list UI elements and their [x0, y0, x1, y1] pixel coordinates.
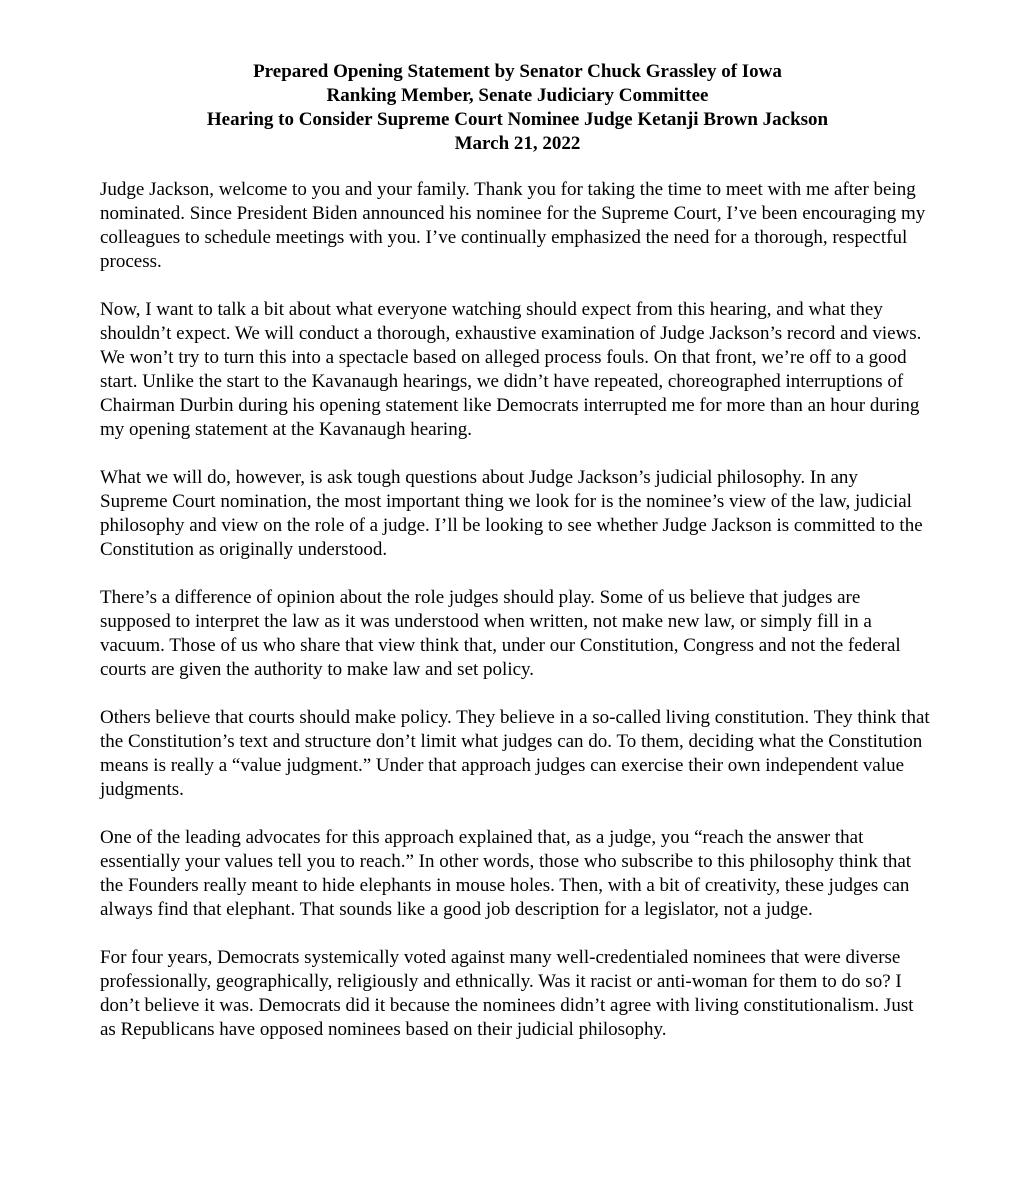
paragraph-judicial-philosophy: What we will do, however, is ask tough questions about Judge Jackson’s judicial philosophy. In any Supreme Court nomination, the most important thing we look for is the nominee’s view of the law, judicial philosophy and view on the role of a judge. I’ll be looking to see whether Judge Jackson is committed to the Constitution as originally understood. [100, 467, 923, 560]
header-title: Prepared Opening Statement by Senator Chuck Grassley of Iowa [253, 61, 782, 82]
header-date: March 21, 2022 [454, 133, 581, 154]
paragraph-welcome: Judge Jackson, welcome to you and your family. Thank you for taking the time to meet with me after being nominated. Since President Biden announced his nominee for the Supreme Court, I’ve been encouraging my colleagues to schedule meetings with you. I’ve continually emphasized the need for a thorough, respectful process. [100, 179, 926, 272]
header-role: Ranking Member, Senate Judiciary Committee [326, 85, 709, 106]
statement-header [100, 60, 935, 156]
statement-body [100, 178, 935, 1042]
paragraph-nominee-history: For four years, Democrats systemically voted against many well-credentialed nominees that were diverse professionally, geographically, religiously and ethnically. Was it racist or anti-woman for them to do so? I don’t believe it was. Democrats did it because the nominees didn’t agree with living constitutionalism. Just as Republicans have opposed nominees based on their judicial philosophy. [100, 947, 914, 1040]
paragraph-value-judgments: One of the leading advocates for this approach explained that, as a judge, you “reach the answer that essentially your values tell you to reach.” In other words, those who subscribe to this philosophy think that the Founders really meant to hide elephants in mouse holes. Then, with a bit of creativity, these judges can always find that elephant. That sounds like a good job description for a legislator, not a judge. [100, 827, 912, 920]
paragraph-expectations: Now, I want to talk a bit about what everyone watching should expect from this hearing, and what they shouldn’t expect. We will conduct a thorough, exhaustive examination of Judge Jackson’s record and views. We won’t try to turn this into a spectacle based on alleged process fouls. On that front, we’re off to a good start. Unlike the start to the Kavanaugh hearings, we didn’t have repeated, choreographed interruptions of Chairman Durbin during his opening statement like Democrats interrupted me for more than an hour during my opening statement at the Kavanaugh hearing. [100, 299, 922, 440]
header-hearing: Hearing to Consider Supreme Court Nominee Judge Ketanji Brown Jackson [206, 109, 829, 130]
paragraph-role-of-judges: There’s a difference of opinion about the role judges should play. Some of us believe that judges are supposed to interpret the law as it was understood when written, not make new law, or simply fill in a vacuum. Those of us who share that view think that, under our Constitution, Congress and not the federal courts are given the authority to make law and set policy. [100, 587, 901, 680]
paragraph-living-constitution: Others believe that courts should make policy. They believe in a so-called living constitution. They think that the Constitution’s text and structure don’t limit what judges can do. To them, deciding what the Constitution means is really a “value judgment.” Under that approach judges can exercise their own independent value judgments. [100, 707, 930, 800]
